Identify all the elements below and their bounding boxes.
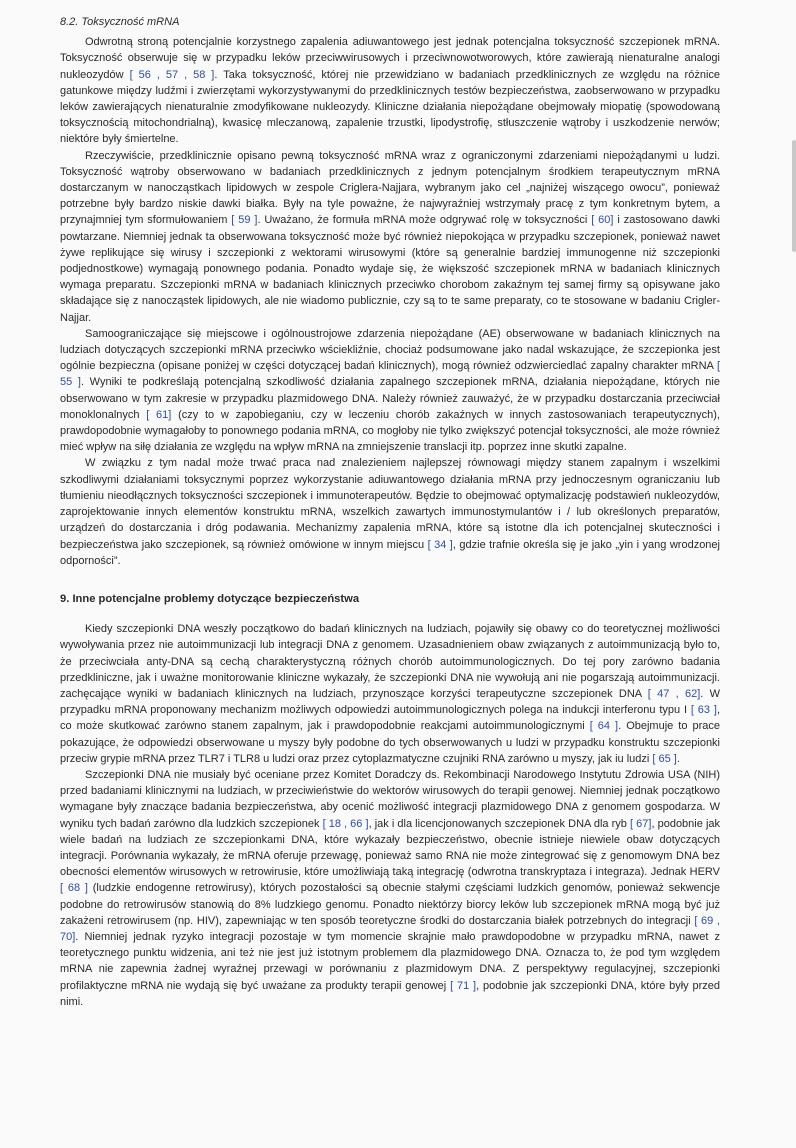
citation-link[interactable]: [ 65 ] [652,752,677,765]
paragraph-text: . Obejmuje to prace pokazujące, że odpowiedzi obserwowane u myszy były podobne do tych obserwowanych u ludzi w przypadku konstruktu szczepionki przeciw grypie mRNA przez TLR7 i TLR8 u ludzi oraz przez cytoplazmatyczne czujniki RNA zarówno u myszy, jak iu ludzi [60,720,720,765]
paragraph-text: . Niemniej jednak ryzyko integracji pozostaje w tym momencie skrajnie mało prawdopodobne w przypadku mRNA, nawet z teoretycznego punktu widzenia, ani też nie jest już istotnym problemem dla plazmidowego DNA. Oznacza to, że pod tym względem mRNA nie zapewnia żadnej wyraźnej przewagi w porównaniu z plazmidowym DNA. Z perspektywy regulacyjnej, szczepionki profilaktyczne mRNA nie wydają się być uważane za produkty terapii genowej [60,930,720,992]
paragraph-text: Odwrotną stroną potencjalnie korzystnego zapalenia adiuwantowego jest jednak potencjalna toksyczność szczepionek mRNA. Toksyczność obserwuje się w przypadku leków przeciwwirusowych i przeciwnowotworowych, które zawierają nienaturalne analogi nukleozydów [60,36,720,81]
citation-link[interactable]: [ 67] [629,817,652,830]
paragraph-text: (ludzkie endogenne retrowirusy), których pozostałości są obecnie stałymi częściami ludzkich genomów, ponieważ sekwencje podobne do retrowirusów stanowią do 8% ludzkiego genomu. Ponadto niektórzy biorcy leków lub szczepionek mRNA mogą być już zakażeni retrowirusem (np. HIV), zapewniając w ten sposób teoretyczne środki do dostarczania białek potrzebnych do integracji [60,882,720,927]
citation-link[interactable]: [ 61] [146,408,172,421]
paragraph-text: , podobnie jak wiele badań na ludziach ze szczepionkami DNA, które wykazały bezpieczeństwo, obecnie istnieje niewiele obaw dotyczących integracji. Porównania wykazały, że mRNA oferuje przewagę, ponieważ samo RNA nie może zintegrować się z genomowym DNA bez obecności elementów wirusowych w retrowirusie, które umożliwiają taką integrację (odwrotna transkryptaza i integraza). Jednak HERV [60,817,721,879]
section-8-2-heading: 8.2. Toksyczność mRNA [60,16,180,28]
citation-link[interactable]: [ 59 ] [231,214,258,227]
section-8-2-body [60,34,720,569]
citation-link[interactable]: [ 68 ] [60,882,88,895]
citation-link[interactable]: [ 64 ] [589,720,619,733]
section-9-heading: 9. Inne potencjalne problemy dotyczące bezpieczeństwa [60,592,360,605]
citation-link[interactable]: [ 18 , 66 ] [322,817,369,830]
paragraph [60,148,720,326]
paragraph-text: . Taka toksyczność, której nie przewidziano w badaniach przedklinicznych ze względu na różnice gatunkowe między ludźmi i zwierzętami wykorzystywanymi do przedklinicznych testów bezpieczeństwa, zaobserwowano w przypadku leków zawierających nienaturalnie zmodyfikowane nukleozydy. Kliniczne działania niepożądane obejmowały miopatię (spowodowaną toksycznością mitochondrialną), kwasicę mleczanową, zapalenie trzustki, lipodystrofię, stłuszczenie wątroby i uszkodzenie nerwów; niektóre były śmiertelne. [60,68,721,146]
paragraph-text: , podobnie jak szczepionki DNA, które były przed nimi. [60,979,720,1008]
paragraph [60,34,720,147]
citation-link[interactable]: [ 56 , 57 , 58 ] [129,68,215,81]
paragraph-text: W związku z tym nadal może trwać praca nad znalezieniem najlepszej równowagi między stanem zapalnym i wszelkimi szkodliwymi działaniami toksycznymi poprzez wykorzystanie adiuwantowego działania mRNA przy jednoczesnym ograniczaniu lub tłumieniu nieodłącznych toksyczności szczepionek i immunoterapeutów. Będzie to obejmować optymalizację podstawień nukleozydów, zaprojektowanie innych elementów konstruktu mRNA, wszelkich zawartych immunostymulantów i / lub określonych preparatów, urządzeń do dostarczania i dróg podawania. Mechanizmy zapalenia mRNA, które są istotne dla ich potencjalnej skuteczności i bezpieczeństwa jako szczepionek, są również omówione w innym miejscu [60,457,720,551]
paragraph [60,455,720,568]
paragraph-text: . W przypadku mRNA proponowany mechanizm możliwych odpowiedzi autoimmunologicznych polega na indukcji interferonu typu I [60,687,721,717]
document-page [60,14,720,1010]
paragraph [60,621,720,767]
paragraph-text: Kiedy szczepionki DNA weszły początkowo do badań klinicznych na ludziach, pojawiły się obawy co do teoretycznej możliwości wywoływania przez nie autoimmunizacji lub integracji DNA z genomem. Uzasadnieniem obaw związanych z autoimmunizacją było to, że przeciwciała anty-DNA są cechą charakterystyczną różnych chorób autoimmunologicznych. Do tej pory zarówno badania przedkliniczne, jak i uważne monitorowanie kliniczne wykazały, że szczepionki DNA nie wywołują ani nie pogarszają autoimmunizacji. zachęcające wyniki w badaniach klinicznych na ludziach, przynoszące korzyści terapeutyczne szczepionek DNA [60,623,720,700]
paragraph-text: (czy to w zapobieganiu, czy w leczeniu chorób zakaźnych w innych zastosowaniach terapeutycznych), prawdopodobnie wymagałoby to ponownego podania mRNA, co mogłoby nie tylko zwiększyć potencjał toksyczności, ale może również mieć wpływ na siłę działania ze względu na wpływ mRNA na zmniejszenie translacji itp. poprzez inne skutki zapalne. [60,408,720,454]
citation-link[interactable]: [ 71 ] [450,979,477,992]
citation-link[interactable]: [ 55 ] [60,360,720,389]
paragraph-text: i zastosowano dawki powtarzane. Niemniej jednak ta obserwowana toksyczność może być również niepokojąca w przypadku szczepionek, ponieważ nawet żywe replikujące się wirusy i szczepionki z wektorami wirusowymi (które są generalnie bardziej immunogenne niż szczepionki podjednostkowe) wymagają ponownego podania. Ponadto wydaje się, że większość szczepionek mRNA w badaniach klinicznych wymaga preparatu. Szczepionki mRNA w badaniach klinicznych przeciwko chorobom zakaźnym tej samej firmy są opisywane jako składające się z nanocząstek lipidowych, ale nie wiadomo publicznie, czy są to te same preparaty, co te stosowane w badaniu Crigler-Najjar. [60,214,720,324]
paragraph [60,767,720,1010]
section-9-body [60,621,720,1010]
paragraph-text: , gdzie trafnie określa się je jako „yin i yang wrodzonej odporności”. [60,538,720,567]
paragraph-text: , co może skutkować zarówno stanem zapalnym, jak i prawdopodobnie reakcjami autoimmunologicznymi [60,704,720,733]
paragraph-text: Samoograniczające się miejscowe i ogólnoustrojowe zdarzenia niepożądane (AE) obserwowane w badaniach klinicznych na ludziach dotyczących szczepionki mRNA przeciwko wściekliźnie, chociaż podsumowane jako nadal wskazujące, że szczepionka jest ogólnie bezpieczna (opisane poniżej w części dotyczącej badań klinicznych), mogą również odzwierciedlać zapalny charakter mRNA [60,327,720,373]
scrollbar-thumb[interactable] [792,140,796,252]
paragraph-text: . Uważano, że formuła mRNA może odgrywać rolę w toksyczności [257,214,592,227]
paragraph-text: . Wyniki te podkreślają potencjalną szkodliwość działania zapalnego szczepionek mRNA, działania niepożądane, których nie obserwowano w tym zakresie w przypadku plazmidowego DNA. Należy również zauważyć, że w przypadku dostarczania przeciwciał monoklonalnych [60,376,720,421]
paragraph-text: Szczepionki DNA nie musiały być oceniane przez Komitet Doradczy ds. Rekombinacji Narodowego Instytutu Zdrowia USA (NIH) przed badaniami klinicznymi na ludziach, w przeciwieństwie do wektorów wirusowych do terapii genowej. Niemniej jednak początkowo wymagane były znaczące badania bezpieczeństwa, aby ocenić możliwość integracji plazmidowego DNA z genomem gospodarza. W wyniku tych badań zarówno dla ludzkich szczepionek [60,768,720,830]
paragraph-text: Rzeczywiście, przedklinicznie opisano pewną toksyczność mRNA wraz z ograniczonymi zdarzeniami niepożądanymi u ludzi. Toksyczność wątroby obserwowano w badaniach przedklinicznych z jednym potencjalnym środkiem terapeutycznym mRNA dostarczanym w nanocząstkach lipidowych w zespole Criglera-Najjara, wybranym jako cel „najniżej wiszącego owocu”, ponieważ potrzebne były bardzo niskie dawki białka. Były na tyle poważne, że najwyraźniej wstrzymały pracę z tym konkretnym bytem, a przynajmniej tym sformułowaniem [60,149,720,227]
citation-link[interactable]: [ 63 ] [690,704,717,717]
paragraph-text: , jak i dla licencjonowanych szczepionek DNA dla ryb [368,817,630,830]
citation-link[interactable]: [ 34 ] [427,538,453,551]
citation-link[interactable]: [ 60] [591,214,614,227]
paragraph [60,326,720,456]
citation-link[interactable]: [ 69 , 70] [60,914,720,943]
citation-link[interactable]: [ 47 , 62] [647,687,701,700]
paragraph-text: . [676,752,680,765]
